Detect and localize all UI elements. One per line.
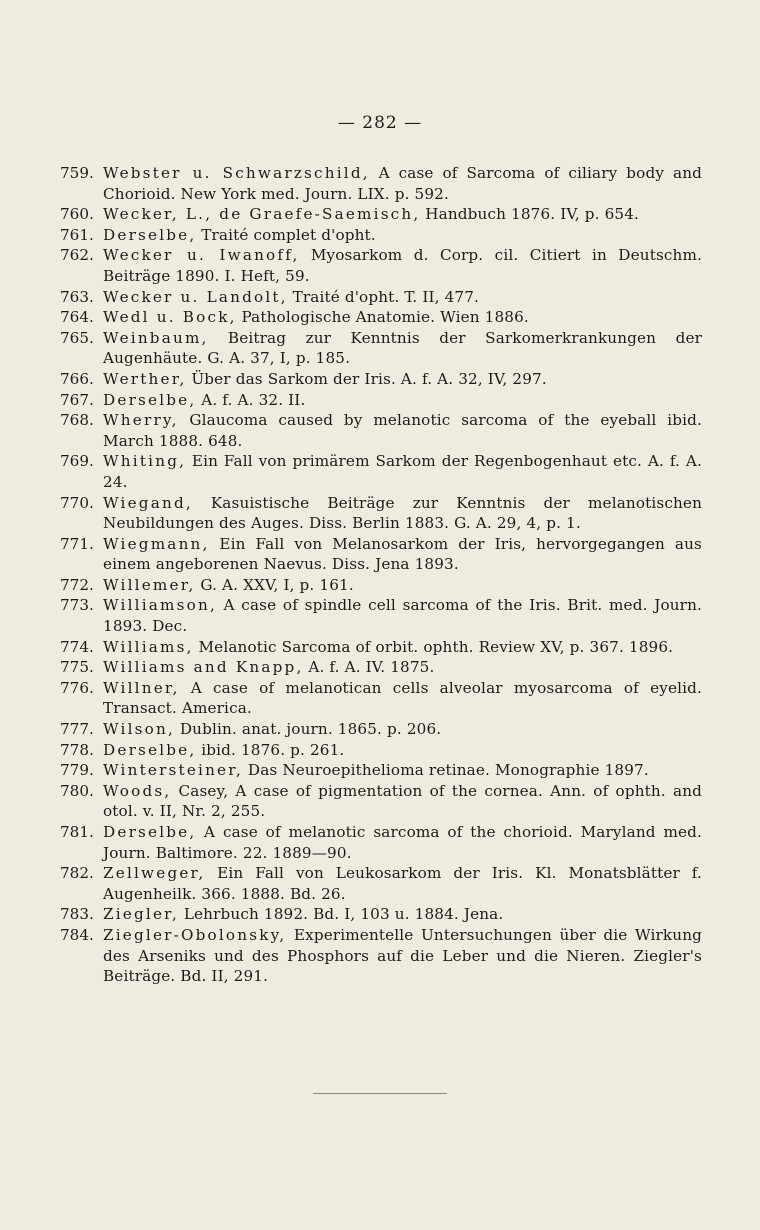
entry-number: 775. [60, 658, 94, 677]
entry-number: 773. [60, 596, 94, 615]
entry-text: A case of Sarcoma of ciliary body and Chorioid. New York med. Journ. LIX. p. 592. [103, 164, 702, 203]
entry-text: Traité complet d'opht. [201, 225, 376, 244]
bibliography-entry [60, 204, 702, 225]
page-number: — 282 — [337, 113, 423, 133]
bibliography-entry [60, 575, 702, 596]
entry-number: 769. [60, 452, 94, 471]
bibliography-entry [60, 245, 702, 286]
bibliography-list [60, 163, 702, 987]
entry-text: Ein Fall von Leukosarkom der Iris. Kl. Monatsblätter f. Augenheilk. 366. 1888. Bd. 26. [103, 864, 703, 903]
entry-author: Wherry, [103, 411, 179, 430]
bibliography-entry [60, 225, 702, 246]
bibliography-entry [60, 451, 702, 492]
bibliography-entry [60, 534, 702, 575]
entry-text: G. A. XXV, I, p. 161. [200, 575, 354, 594]
entry-text: Über das Sarkom der Iris. A. f. A. 32, IV, 297. [191, 369, 547, 388]
entry-text: Traité d'opht. T. II, 477. [292, 287, 480, 306]
entry-number: 774. [60, 637, 94, 656]
bibliography-entry [60, 410, 702, 451]
bibliography-entry [60, 390, 702, 411]
entry-number: 781. [60, 823, 94, 841]
bibliography-entry [60, 925, 702, 987]
entry-text: Kasuistische Beiträge zur Kenntnis der melanotischen Neubildungen des Auges. Diss. Berlin 1883. G. A. 29, 4, p. 1. [103, 493, 702, 533]
entry-text: Casey, A case of pigmentation of the cornea. Ann. of ophth. and otol. v. II, Nr. 2, 255. [103, 781, 703, 821]
entry-text: Dublin. anat. journ. 1865. p. 206. [179, 720, 442, 739]
entry-number: 778. [60, 740, 94, 759]
entry-number: 770. [60, 493, 94, 512]
entry-author: Derselbe, [103, 823, 197, 841]
entry-text: A case of melanotic sarcoma of the chorioid. Maryland med. Journ. Baltimore. 22. 1889—90. [103, 823, 702, 862]
entry-author: Werther, [103, 369, 187, 388]
bibliography-entry [60, 637, 702, 658]
entry-text: ibid. 1876. p. 261. [201, 740, 345, 759]
bibliography-entry [60, 493, 702, 534]
entry-author: Woods, [103, 781, 172, 800]
bibliography-entry [60, 781, 702, 822]
entry-author: Derselbe, [103, 390, 197, 409]
bibliography-entry [60, 822, 702, 863]
bibliography-entry [60, 863, 702, 904]
entry-author: Wecker u. Iwanoff, [103, 246, 300, 265]
entry-text: Experimentelle Untersuchungen über die Wirkung des Arseniks und des Phosphors auf die Leber und die Nieren. Ziegler's Beiträge. Bd. II, 291. [103, 925, 702, 986]
bibliography-entry [60, 740, 702, 761]
entry-author: Derselbe, [103, 225, 197, 244]
bibliography-entry [60, 163, 702, 204]
bibliography-entry [60, 904, 702, 925]
entry-number: 767. [60, 390, 94, 409]
bibliography-entry [60, 678, 702, 719]
entry-number: 768. [60, 411, 94, 430]
entry-text: Ein Fall von primärem Sarkom der Regenbogenhaut etc. A. f. A. 24. [103, 452, 702, 491]
entry-author: Wintersteiner, [103, 761, 244, 780]
bibliography-entry [60, 307, 702, 328]
entry-number: 759. [60, 164, 94, 182]
entry-author: Willemer, [103, 575, 196, 594]
entry-text: Myosarkom d. Corp. cil. Citiert in Deutschm. Beiträge 1890. I. Heft, 59. [103, 246, 703, 285]
entry-author: Wilson, [103, 720, 176, 739]
entry-author: Wiegand, [103, 493, 193, 512]
entry-number: 763. [60, 287, 94, 306]
bibliography-entry [60, 760, 702, 781]
bottom-divider [313, 1093, 447, 1094]
entry-author: Wecker, L., de Graefe-Saemisch, [103, 205, 421, 224]
entry-text: A. f. A. 32. II. [201, 390, 306, 409]
entry-author: Ziegler, [103, 905, 179, 924]
entry-number: 764. [60, 308, 94, 327]
entry-number: 784. [60, 925, 94, 944]
entry-number: 765. [60, 328, 94, 347]
entry-number: 782. [60, 864, 94, 883]
bibliography-entry [60, 595, 702, 636]
bibliography-entry [60, 719, 702, 740]
entry-text: Ein Fall von Melanosarkom der Iris, hervorgegangen aus einem angeborenen Naevus. Diss. Jena 1893. [103, 534, 702, 574]
bibliography-entry [60, 657, 702, 678]
entry-number: 777. [60, 720, 94, 739]
bibliography-entry [60, 369, 702, 390]
entry-text: A case of spindle cell sarcoma of the Iris. Brit. med. Journ. 1893. Dec. [103, 596, 703, 636]
entry-number: 771. [60, 534, 94, 553]
entry-number: 772. [60, 575, 94, 594]
entry-author: Wecker u. Landolt, [103, 287, 288, 306]
entry-number: 780. [60, 781, 94, 800]
entry-author: Weinbaum, [103, 328, 209, 347]
entry-number: 766. [60, 369, 94, 388]
entry-author: Wiegmann, [103, 534, 210, 553]
entry-author: Williams, [103, 637, 194, 656]
entry-number: 762. [60, 246, 94, 265]
entry-number: 779. [60, 761, 94, 780]
entry-author: Willner, [103, 678, 180, 697]
entry-text: Lehrbuch 1892. Bd. I, 103 u. 1884. Jena. [183, 905, 504, 924]
entry-text: Glaucoma caused by melanotic sarcoma of the eyeball ibid. March 1888. 648. [103, 411, 702, 450]
entry-text: Das Neuroepithelioma retinae. Monographie 1897. [247, 761, 649, 780]
entry-number: 783. [60, 905, 94, 924]
entry-author: Whiting, [103, 452, 187, 471]
bibliography-entry [60, 287, 702, 308]
entry-number: 761. [60, 225, 94, 244]
entry-author: Wedl u. Bock, [103, 308, 237, 327]
entry-author: Williams and Knapp, [103, 658, 304, 677]
entry-author: Zellweger, [103, 864, 206, 883]
entry-author: Derselbe, [103, 740, 197, 759]
entry-author: Webster u. Schwarzschild, [103, 164, 370, 182]
entry-text: Melanotic Sarcoma of orbit. ophth. Review XV, p. 367. 1896. [198, 637, 674, 656]
entry-text: Beitrag zur Kenntnis der Sarkomerkrankungen der Augenhäute. G. A. 37, I, p. 185. [103, 328, 702, 368]
bibliography-entry [60, 328, 702, 369]
entry-text: Pathologische Anatomie. Wien 1886. [241, 308, 529, 327]
entry-author: Williamson, [103, 596, 217, 615]
entry-number: 760. [60, 205, 94, 224]
entry-number: 776. [60, 678, 94, 697]
entry-text: A. f. A. IV. 1875. [308, 658, 435, 677]
entry-text: Handbuch 1876. IV, p. 654. [425, 205, 640, 224]
entry-text: A case of melanotican cells alveolar myosarcoma of eyelid. Transact. America. [103, 678, 702, 718]
entry-author: Ziegler-Obolonsky, [103, 925, 287, 944]
